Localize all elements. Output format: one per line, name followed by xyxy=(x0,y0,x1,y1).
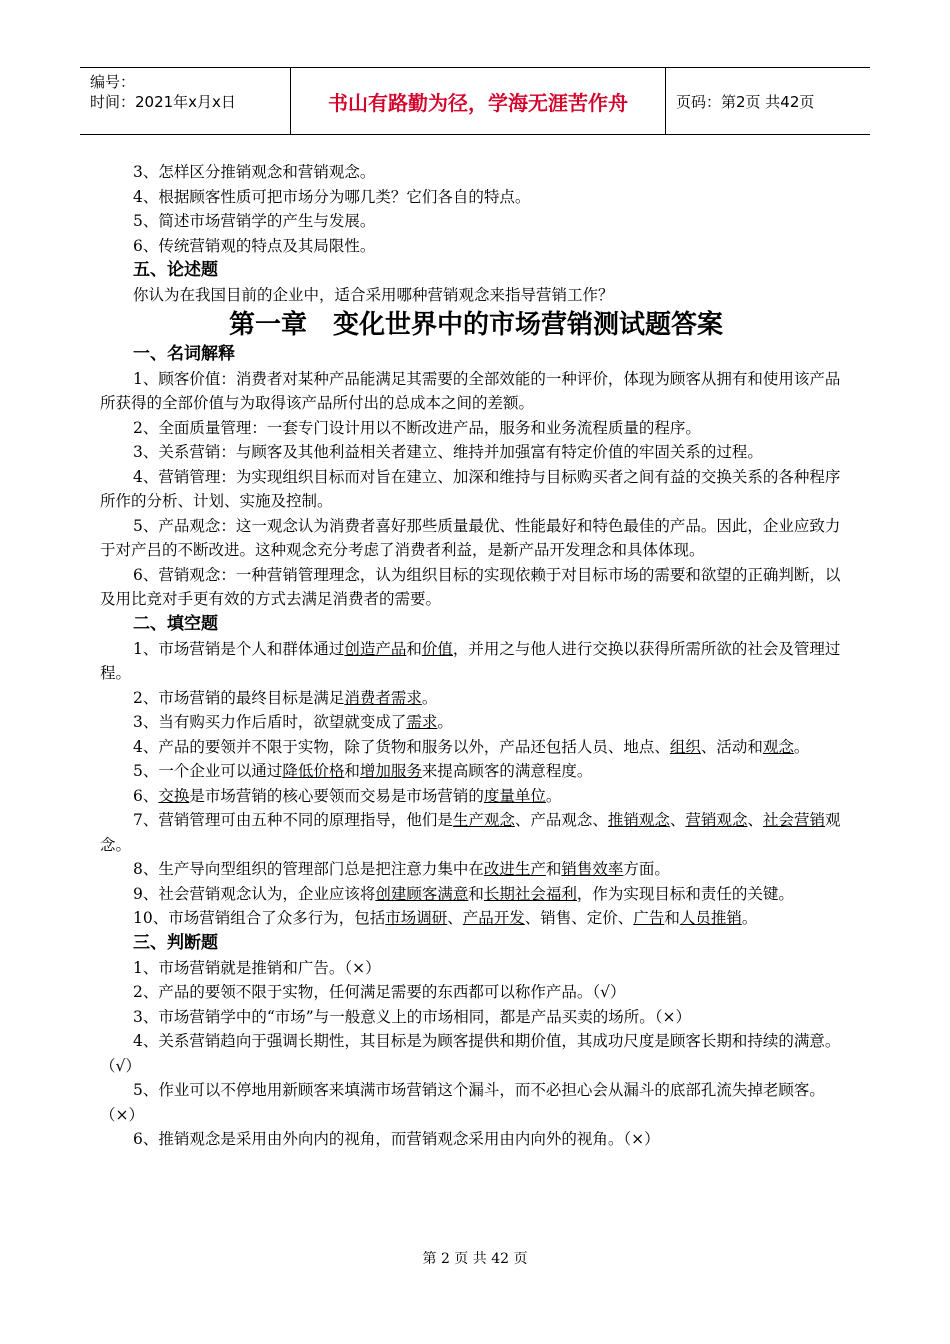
section-heading-fill: 二、填空题 xyxy=(133,613,218,634)
fill-item: 1、市场营销是个人和群体通过创造产品和价值，并用之与他人进行交换以获得所需所欲的社会及管理过程。 xyxy=(100,639,841,682)
judge-item: 5、作业可以不停地用新顾客来填满市场营销这个漏斗，而不必担心会从漏斗的底部孔流失掉老顾客。（×） xyxy=(100,1081,825,1124)
essay-heading: 五、论述题 xyxy=(133,260,218,280)
header-page-info: 页码：第2页 共42页 xyxy=(676,92,815,111)
section-heading-judge: 三、判断题 xyxy=(133,932,218,953)
fill-item: 2、市场营销的最终目标是满足消费者需求。 xyxy=(133,688,438,707)
term-item: 3、关系营销：与顾客及其他利益相关者建立、维持并加强富有特定价值的牢固关系的过程。 xyxy=(133,443,763,461)
term-item: 6、营销观念：一种营销管理理念，认为组织目标的实现依赖于对目标市场的需要和欲望的正确判断，以及用比竞对手更有效的方式去满足消费者的需要。 xyxy=(100,565,841,608)
number-label: 编号： xyxy=(90,73,136,91)
document-body xyxy=(100,160,852,1152)
judge-item: 4、关系营销趋向于强调长期性，其目标是为顾客提供和期价值，其成功尺度是顾客长期和持续的满意。（√） xyxy=(100,1032,841,1075)
header-motto: 书山有路勤为径，学海无涯苦作舟 xyxy=(291,68,666,134)
page-header xyxy=(80,67,870,135)
question-item: 3、怎样区分推销观念和营销观念。 xyxy=(133,163,376,181)
essay-question: 你认为在我国目前的企业中，适合采用哪种营销观念来指导营销工作？ xyxy=(133,286,614,304)
judge-item: 6、推销观念是采用由外向内的视角，而营销观念采用由内向外的视角。（×） xyxy=(133,1130,660,1148)
page-footer: 第 2 页 共 42 页 xyxy=(422,1251,528,1267)
question-item: 6、传统营销观的特点及其局限性。 xyxy=(133,236,376,255)
fill-item: 6、交换是市场营销的核心要领而交易是市场营销的度量单位。 xyxy=(133,786,562,805)
fill-item: 4、产品的要领并不限于实物，除了货物和服务以外，产品还包括人员、地点、组织、活动和观念。 xyxy=(133,737,810,756)
fill-item: 7、营销管理可由五种不同的原理指导，他们是生产观念、产品观念、推销观念、营销观念、社会营销观念。 xyxy=(100,811,841,854)
judge-item: 2、产品的要领不限于实物，任何满足需要的东西都可以称作产品。（√） xyxy=(133,983,626,1001)
judge-item: 1、市场营销就是推销和广告。（×） xyxy=(133,958,381,977)
question-item: 5、简述市场营销学的产生与发展。 xyxy=(133,212,376,230)
fill-item: 9、社会营销观念认为，企业应该将创建顾客满意和长期社会福利，作为实现目标和责任的关键。 xyxy=(133,884,794,903)
term-item: 2、全面质量管理：一套专门设计用以不断改进产品，服务和业务流程质量的程序。 xyxy=(133,418,701,437)
fill-item: 8、生产导向型组织的管理部门总是把注意力集中在改进生产和销售效率方面。 xyxy=(133,860,670,878)
judge-item: 3、市场营销学中的“市场”与一般意义上的市场相同，都是产品买卖的场所。（×） xyxy=(133,1007,691,1026)
fill-item: 5、一个企业可以通过降低价格和增加服务来提高顾客的满意程度。 xyxy=(133,762,593,780)
fill-item: 3、当有购买力作后盾时，欲望就变成了需求。 xyxy=(133,713,453,731)
question-item: 4、根据顾客性质可把市场分为哪几类？它们各自的特点。 xyxy=(133,187,531,206)
term-item: 4、营销管理：为实现组织目标而对旨在建立、加深和维持与目标购买者之间有益的交换关系的各种程序所作的分析、计划、实施及控制。 xyxy=(100,467,841,510)
term-item: 1、顾客价值：消费者对某种产品能满足其需要的全部效能的一种评价，体现为顾客从拥有和使用该产品所获得的全部价值与为取得该产品所付出的总成本之间的差额。 xyxy=(100,369,841,412)
chapter-title: 第一章 变化世界中的市场营销测试题答案 xyxy=(228,309,723,340)
fill-item: 10、市场营销组合了众多行为，包括市场调研、产品开发、销售、定价、广告和人员推销。 xyxy=(133,909,758,927)
section-heading-terms: 一、名词解释 xyxy=(133,343,235,364)
header-meta xyxy=(80,68,291,134)
term-item: 5、产品观念：这一观念认为消费者喜好那些质量最优、性能最好和特色最佳的产品。因此，企业应致力于对产吕的不断改进。这种观念充分考虑了消费者利益，是新产品开发理念和具体体现。 xyxy=(100,516,841,559)
time-label: 时间：2021年x月x日 xyxy=(90,93,236,111)
